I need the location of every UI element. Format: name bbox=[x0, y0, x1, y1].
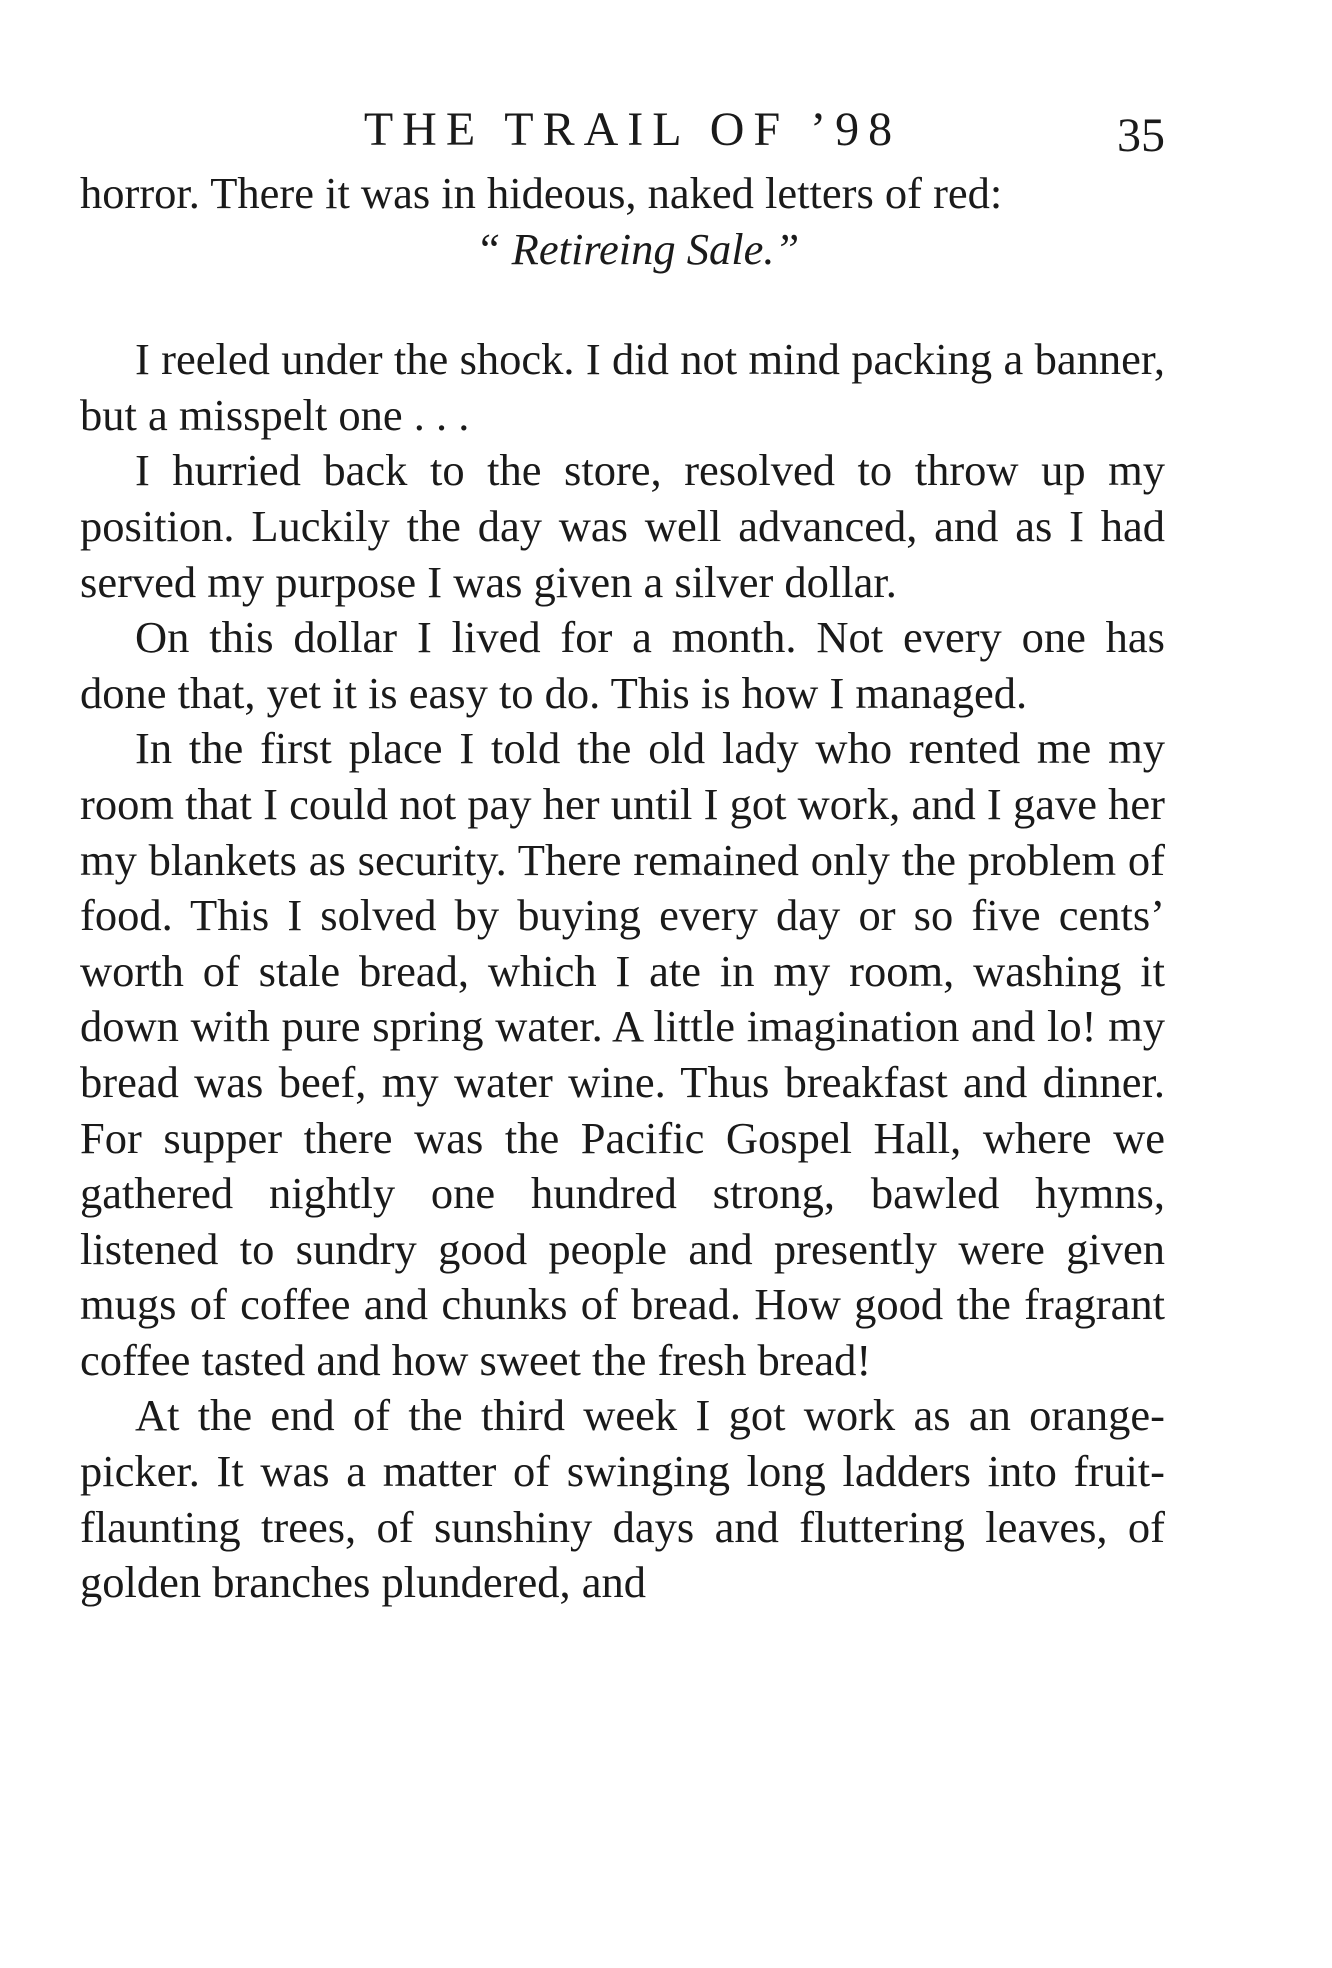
paragraph: On this dollar I lived for a month. Not every one has done that, yet it is easy to do. This is how I managed. bbox=[80, 612, 1165, 718]
page-number: 35 bbox=[1117, 109, 1165, 162]
sign-quote: “ Retireing Sale.” bbox=[475, 223, 800, 274]
paragraph: I hurried back to the store, resolved to throw up my position. Luckily the day was well advanced, and as I had served my purpose I was given a silver dollar. bbox=[80, 445, 1165, 607]
book-page bbox=[80, 100, 1165, 1611]
running-title: THE TRAIL OF ’98 bbox=[363, 103, 902, 156]
paragraph-continuation: horror. There it was in hideous, naked letters of red: bbox=[80, 168, 1003, 218]
paragraph: At the end of the third week I got work as an orange-picker. It was a matter of swinging long ladders into fruit-flaunting trees, of sunshiny days and fluttering leaves, of golden branches plundered, and bbox=[80, 1390, 1165, 1608]
body-text bbox=[80, 166, 1165, 1611]
paragraph: I reeled under the shock. I did not mind packing a banner, but a misspelt one . . . bbox=[80, 334, 1165, 440]
paragraph: In the first place I told the old lady who rented me my room that I could not pay her until I got work, and I gave her my blankets as security. There remained only the problem of food. This I solved by buying every day or so five cents’ worth of stale bread, which I ate in my room, washing it down with pure spring water. A little imagination and lo! my bread was beef, my water wine. Thus breakfast and dinner. For supper there was the Pacific Gospel Hall, where we gathered nightly one hundred strong, bawled hymns, listened to sundry good people and presently were given mugs of coffee and chunks of bread. How good the fragrant coffee tasted and how sweet the fresh bread! bbox=[80, 723, 1165, 1385]
running-head bbox=[80, 100, 1165, 166]
